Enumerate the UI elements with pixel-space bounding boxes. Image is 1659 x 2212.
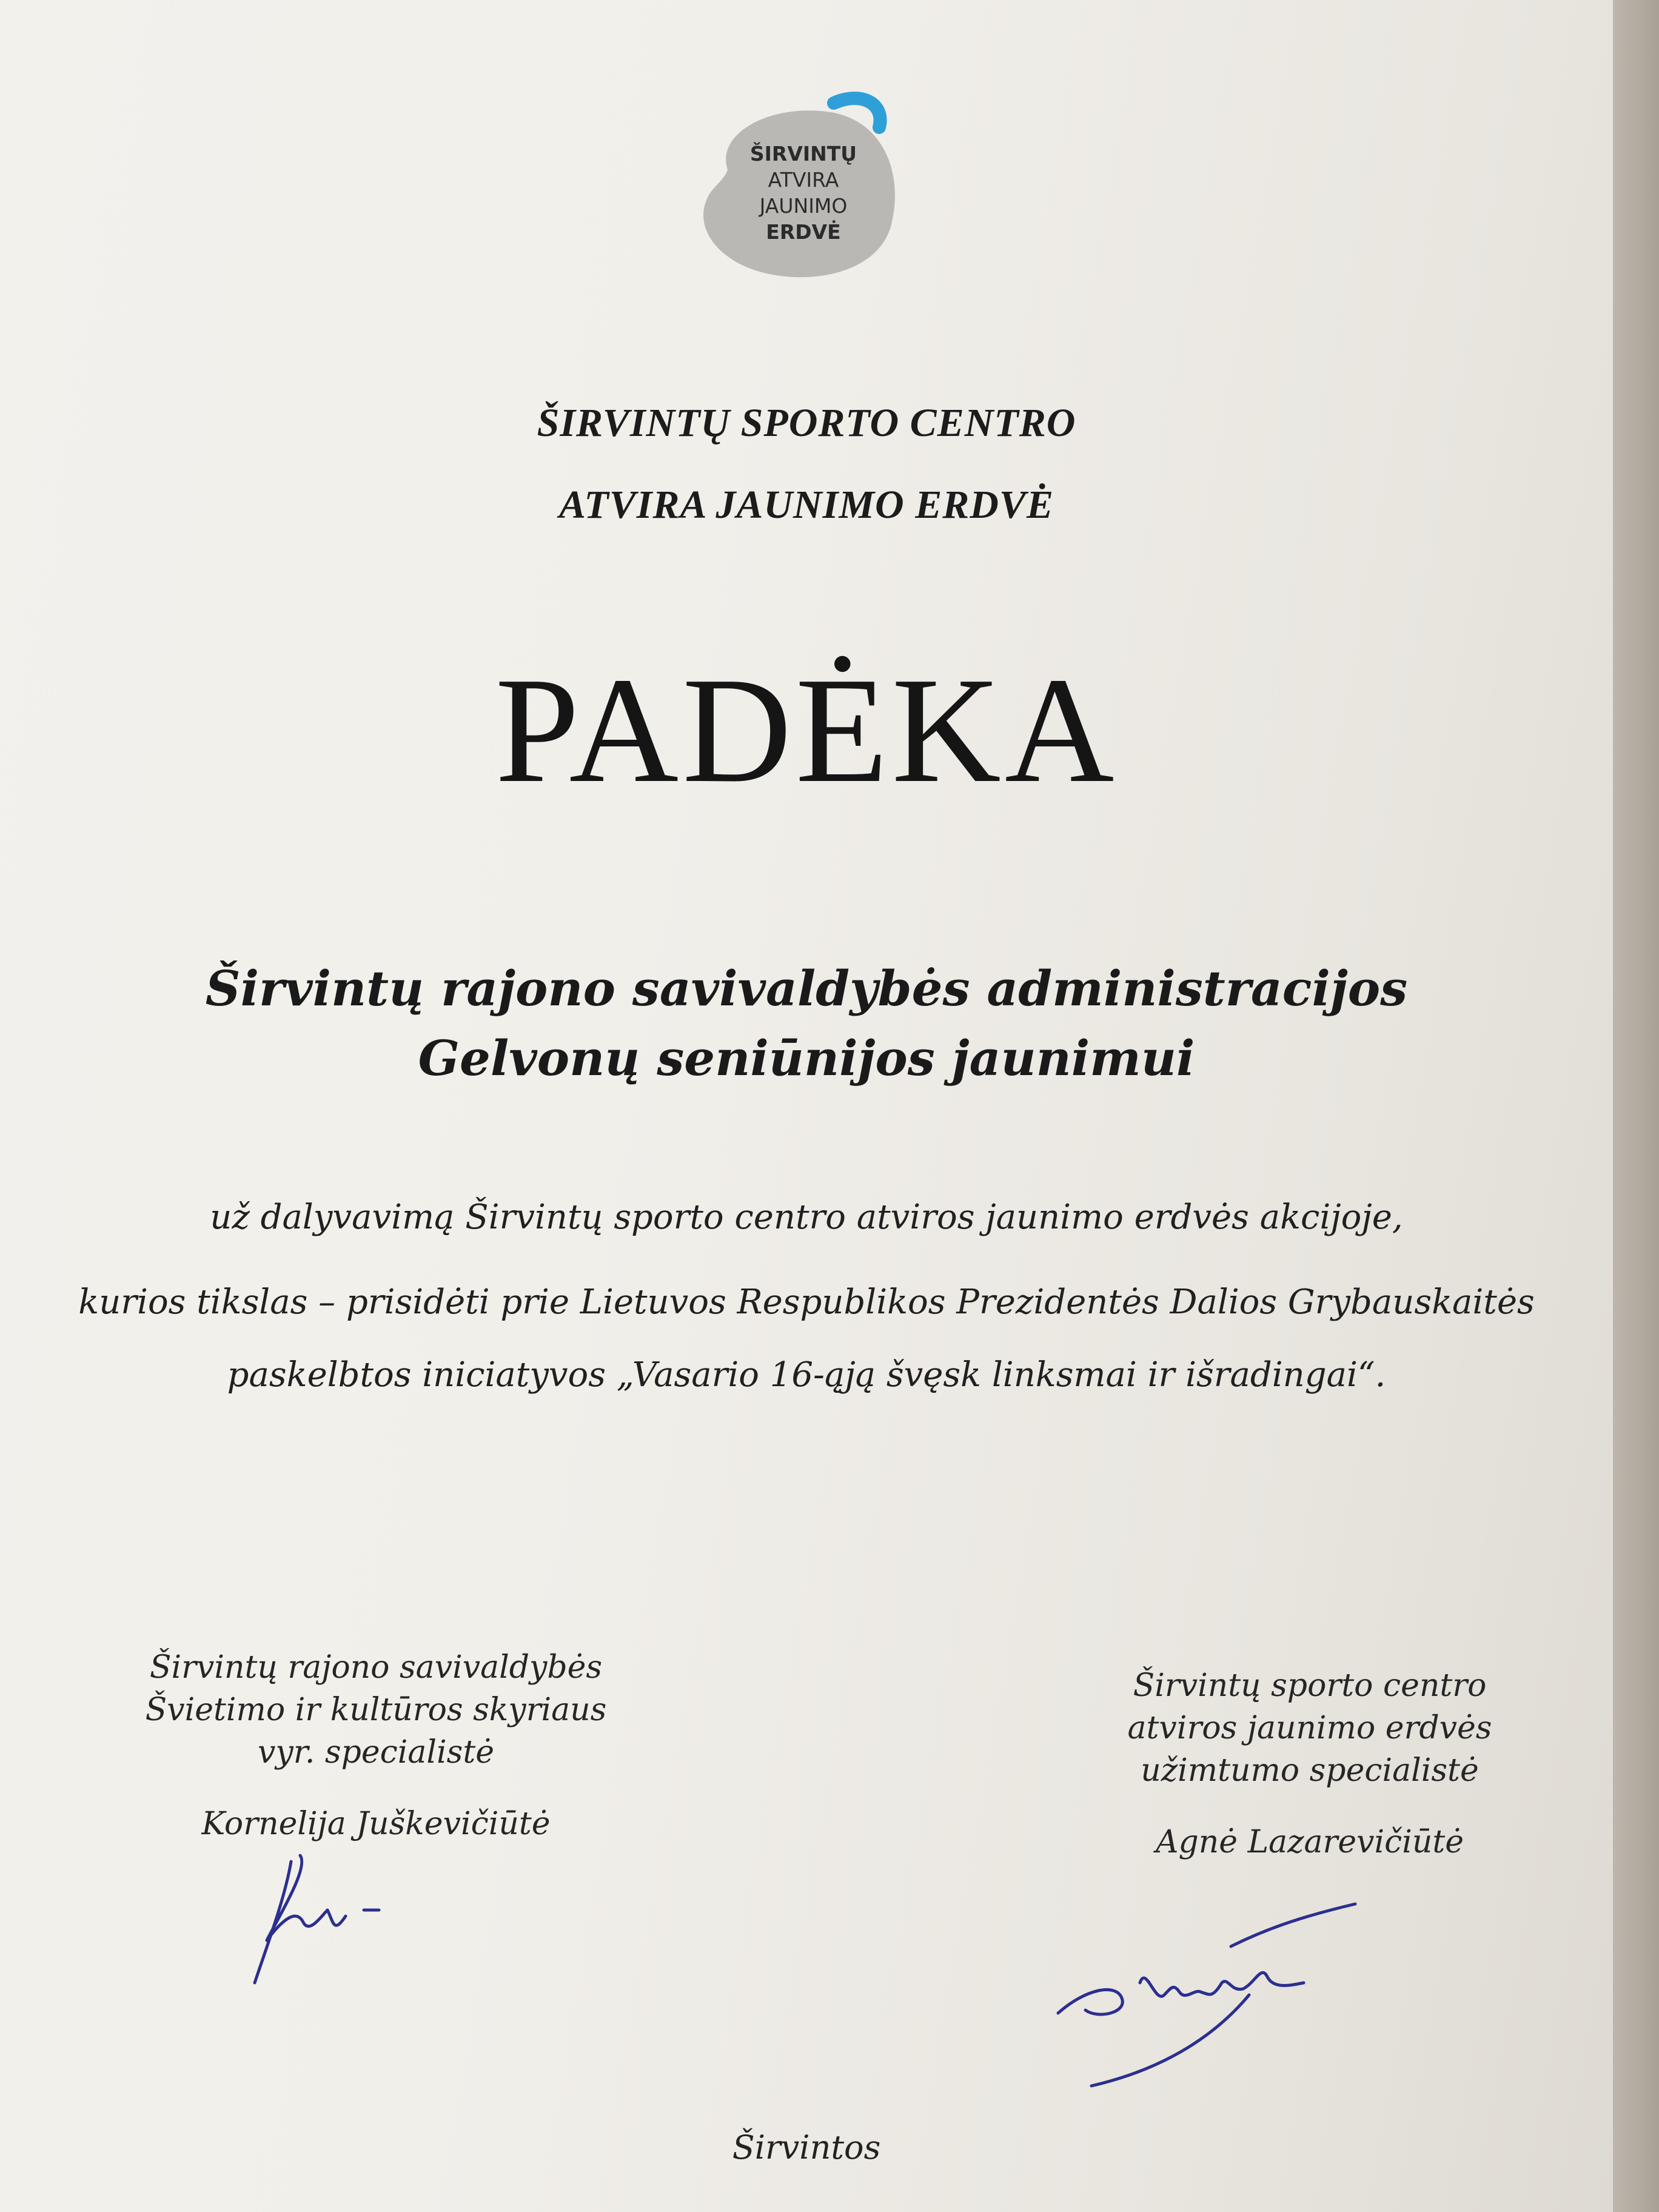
right-position-line-3: užimtumo specialistė [1141, 1752, 1479, 1789]
right-signature [1049, 1892, 1364, 2098]
left-position-line-1: Širvintų rajono savivaldybės [149, 1649, 603, 1686]
left-signatory [109, 1646, 643, 1845]
body-line-2: kurios tikslas – prisidėti prie Lietuvos Respublikos Prezidentės Dalios Grybauskaitės [78, 1282, 1535, 1322]
left-position-line-2: Švietimo ir kultūros skyriaus [145, 1692, 607, 1728]
logo-text-3: JAUNIMO [759, 194, 848, 218]
recipient-line-1: Širvintų rajono savivaldybės administracijos [205, 960, 1408, 1017]
right-signatory-name: Agnė Lazarevičiūtė [1155, 1824, 1464, 1860]
youth-space-logo [679, 79, 922, 297]
header-line-1: ŠIRVINTŲ SPORTO CENTRO [537, 401, 1076, 445]
logo-text-4: ERDVĖ [766, 220, 841, 244]
header-line-2: ATVIRA JAUNIMO ERDVĖ [559, 483, 1054, 527]
recipient-line-2: Gelvonų seniūnijos jaunimui [418, 1030, 1195, 1087]
place-name: Širvintos [732, 2128, 881, 2167]
logo-text-1: ŠIRVINTŲ [749, 142, 857, 166]
body-line-1: už dalyvavimą Širvintų sporto centro atviros jaunimo erdvės akcijoje, [210, 1198, 1403, 1237]
logo-text-2: ATVIRA [768, 168, 839, 192]
right-position-line-1: Širvintų sporto centro [1133, 1667, 1487, 1704]
left-signature [243, 1843, 388, 2001]
certificate-title: PADĖKA [495, 646, 1118, 814]
right-position-line-2: atviros jaunimo erdvės [1127, 1710, 1492, 1746]
right-signatory [1043, 1664, 1577, 1863]
left-signatory-name: Kornelija Juškevičiūtė [201, 1806, 551, 1842]
left-position-line-3: vyr. specialistė [257, 1734, 495, 1771]
body-line-3: paskelbtos iniciatyvos „Vasario 16-ąją švęsk linksmai ir išradingai“. [227, 1355, 1386, 1395]
paper-edge [1613, 0, 1659, 2212]
